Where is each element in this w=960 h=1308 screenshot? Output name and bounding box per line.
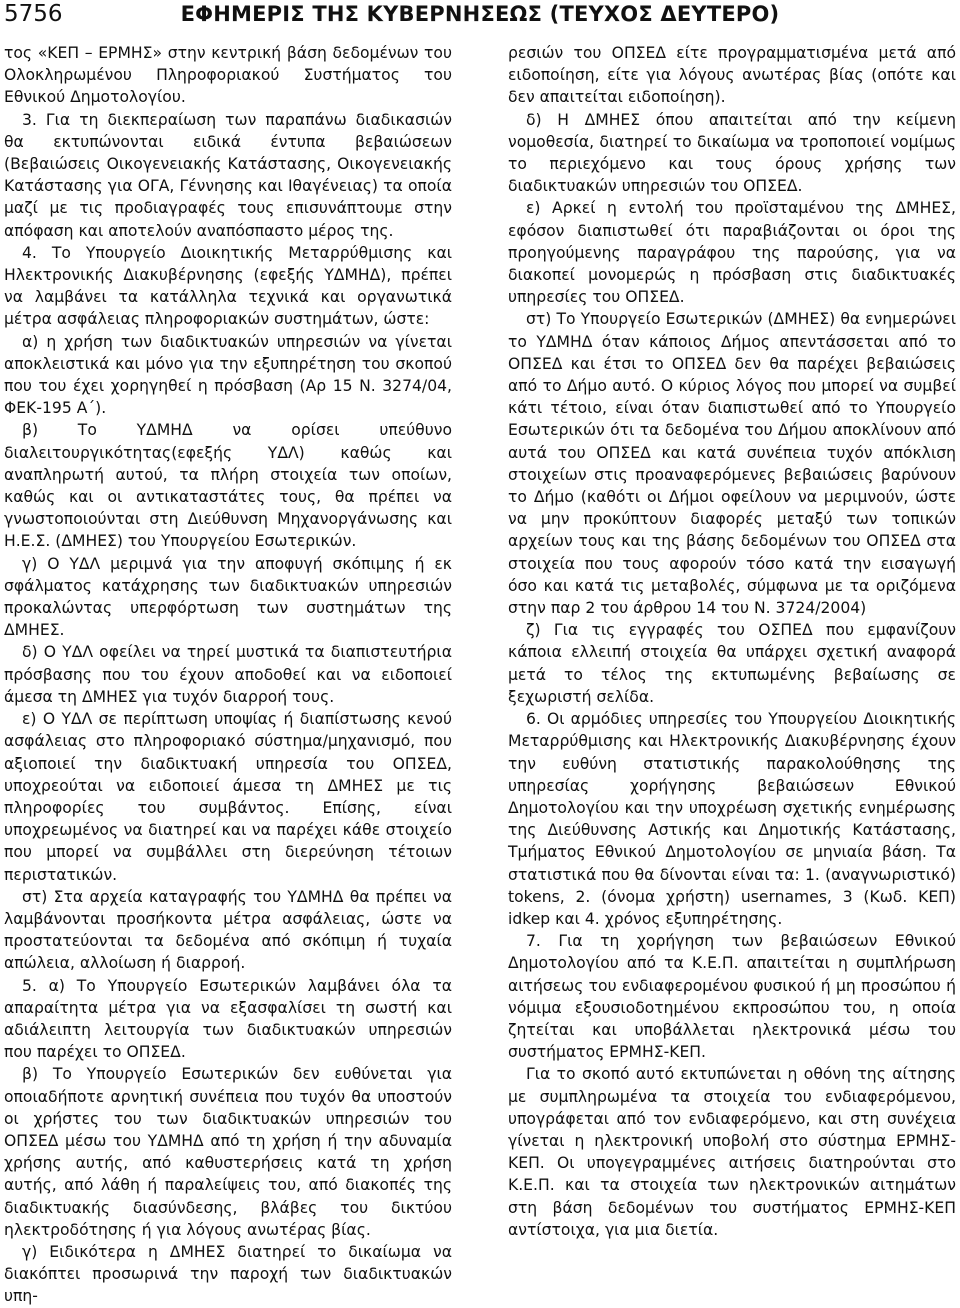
page-header	[0, 0, 960, 28]
paragraph: 7. Για τη χορήγηση των βεβαιώσεων Εθνικού Δημοτολογίου από τα Κ.Ε.Π. απαιτείται η συμπλήρωση αιτήσεως του ενδιαφερομένου φυσικού ή μη προσώπου ή νόμιμα εξουσιοδοτημένου εκπροσώπου του, η οποία ζητείται και υποβάλλεται ηλεκτρονικά μέσω του συστήματος ΕΡΜΗΣ-ΚΕΠ.	[508, 932, 956, 1062]
paragraph: τος «ΚΕΠ – ΕΡΜΗΣ» στην κεντρική βάση δεδομένων του Ολοκληρωμένου Πληροφοριακού Συστήματος του Εθνικού Δημοτολογίου.	[4, 44, 452, 107]
paragraph: ρεσιών του ΟΠΣΕΔ είτε προγραμματισμένα μετά από ειδοποίηση, είτε για λόγους ανωτέρας βίας (οπότε και δεν απαιτείται ειδοποίηση).	[508, 44, 956, 107]
paragraph: δ) Η ΔΜΗΕΣ όπου απαιτείται από την κείμενη νομοθεσία, διατηρεί το δικαίωμα να τροποποιεί νομίμως το περιεχόμενο και τους όρους χρήσης των διαδικτυακών υπηρεσιών του ΟΠΣΕΔ.	[508, 110, 956, 196]
paragraph: γ) Ο ΥΔΛ μεριμνά για την αποφυγή σκόπιμης ή εκ σφάλματος κατάχρησης των διαδικτυακών υπηρεσιών προκαλώντας υπερφόρτωση των συστημάτων της ΔΜΗΕΣ.	[4, 554, 452, 640]
paragraph: ε) Αρκεί η εντολή του προϊσταμένου της ΔΜΗΕΣ, εφόσον διαπιστωθεί ότι παραβιάζονται οι όροι της προηγούμενης παραγράφου της παρούσης, για να διακοπεί μονομερώς η πρόσβαση στις διαδικτυακές υπηρεσίες του ΟΠΣΕΔ.	[508, 199, 956, 307]
paragraph: ε) Ο ΥΔΛ σε περίπτωση υποψίας ή διαπίστωσης κενού ασφάλειας στο πληροφοριακό σύστημα/μηχανισμό, που αξιοποιεί την διαδικτυακή υπηρεσία του ΟΠΣΕΔ, υποχρεούται να ειδοποιεί άμεσα τη ΔΜΗΕΣ με τις πληροφορίες του συμβάντος. Επίσης, είναι υποχρεωμένος να διατηρεί και να παρέχει κάθε στοιχείο που μπορεί να συμβάλλει στη διερεύνηση τέτοιων περιστατικών.	[4, 710, 452, 884]
paragraph: δ) Ο ΥΔΛ οφείλει να τηρεί μυστικά τα διαπιστευτήρια πρόσβασης που του έχουν αποδοθεί και να ειδοποιεί άμεσα τη ΔΜΗΕΣ για τυχόν διαρροή τους.	[4, 643, 452, 706]
paragraph: ζ) Για τις εγγραφές του ΟΣΠΕΔ που εμφανίζουν κάποια ελλειπή στοιχεία θα υπάρχει σχετική αναφορά μετά το τέλος της εκτυπωμένης βεβαίωσης σε ξεχωριστή σελίδα.	[508, 621, 956, 706]
paragraph: γ) Ειδικότερα η ΔΜΗΕΣ διατηρεί το δικαίωμα να διακόπτει προσωρινά την παροχή των διαδικτυακών υπη-	[4, 1242, 452, 1306]
paragraph: στ) Το Υπουργείο Εσωτερικών (ΔΜΗΕΣ) θα ενημερώνει το ΥΔΜΗΔ όταν κάποιος Δήμος απεντάσσεται από το ΟΠΣΕΔ και έτσι το ΟΠΣΕΔ δεν θα παρέχει βεβαιώσεις από το Δήμο αυτό. Ο κύριος λόγος που μπορεί να συμβεί κάτι τέτοιο, είναι όταν διαπιστωθεί από το Υπουργείο Εσωτερικών ότι τα δεδομένα του Δήμου αποκλίνουν από αυτά του ΟΠΣΕΔ και κατά συνέπεια τυχόν απόκλιση στοιχείων στις προαναφερόμενες βεβαιώσεις βαρύνουν το Δήμο (καθότι οι Δήμοι οφείλουν να μεριμνούν, ώστε να μην προκύπτουν διαφορές μεταξύ των τοπικών αρχείων τους και της βάσης δεδομένων του ΟΠΣΕΔ στα στοιχεία που τους αφορούν τόσο κατά την εισαγωγή όσο και κατά τις μεταβολές, σύμφωνα με τα οριζόμενα στην παρ 2 του άρθρου 14 του Ν. 3724/2004)	[508, 310, 956, 618]
paragraph: β) Το Υπουργείο Εσωτερικών δεν ευθύνεται για οποιαδήποτε αρνητική συνέπεια που τυχόν θα υποστούν οι χρήστες του των διαδικτυακών υπηρεσιών του ΟΠΣΕΔ μέσω του ΥΔΜΗΔ από τη χρήση ή την αδυναμία χρήσης αυτής, από καθυστερήσεις κατά τη χρήση αυτής, από λάθη ή παραλείψεις του, από διακοπές της διαδικτυακής διασύνδεσης, βλάβες του δικτύου ηλεκτροδότησης ή για λόγους ανωτέρας βίας.	[4, 1065, 452, 1239]
paragraph: 6. Οι αρμόδιες υπηρεσίες του Υπουργείου Διοικητικής Μεταρρύθμισης και Ηλεκτρονικής Διακυβέρνησης έχουν την ευθύνη στατιστικής παρακολούθησης της υπηρεσίας χορήγησης βεβαιώσεων Εθνικού Δημοτολογίου και την υποχρέωση σχετικής ενημέρωσης της Διεύθυνσης Αστικής και Δημοτικής Κατάστασης, Τμήματος Εθνικού Δημοτολογίου σε μηνιαία βάση. Τα στατιστικά που θα δίνονται είναι τα: 1. (αναγνωριστικό) tokens, 2. (όνομα χρήστη) usernames, 3 (Κωδ. ΚΕΠ) idkep και 4. χρόνος εξυπηρέτησης.	[508, 710, 956, 928]
paragraph: α) η χρήση των διαδικτυακών υπηρεσιών να γίνεται αποκλειστικά και μόνο για την εξυπηρέτηση του σκοπού που του έχει χορηγηθεί η πρόσβαση (Αρ 15 Ν. 3274/04, ΦΕΚ-195 Α΄).	[4, 332, 452, 418]
right-column	[508, 42, 956, 1241]
paragraph: 5. α) Το Υπουργείο Εσωτερικών λαμβάνει όλα τα απαραίτητα μέτρα για να εξασφαλίσει τη σωστή και αδιάλειπτη λειτουργία των διαδικτυακών υπηρεσιών που παρέχει το ΟΠΣΕΔ.	[4, 976, 452, 1062]
paragraph: β) Το ΥΔΜΗΔ να ορίσει υπεύθυνο διαλειτουργικότητας(εφεξής ΥΔΛ) καθώς και αναπληρωτή αυτού, τα πλήρη στοιχεία των οποίων, καθώς και οι αντικαταστάτες τους, θα πρέπει να γνωστοποιούνται στη Διεύθυνση Μηχανοργάνωσης και Η.Ε.Σ. (ΔΜΗΕΣ) του Υπουργείου Εσωτερικών.	[4, 421, 452, 551]
left-column	[4, 42, 452, 1308]
paragraph: Για το σκοπό αυτό εκτυπώνεται η οθόνη της αίτησης με συμπληρωμένα τα στοιχεία του ενδιαφερόμενου, υπογράφεται από τον ενδιαφερόμενο, και στη συνέχεια γίνεται η ηλεκτρονική υποβολή στο σύστημα ΕΡΜΗΣ-ΚΕΠ. Οι υπογεγραμμένες αιτήσεις διατηρούνται στο Κ.Ε.Π. και τα στοιχεία των ηλεκτρονικών αιτημάτων στη βάση δεδομένων του συστήματος ΕΡΜΗΣ-ΚΕΠ αντίστοιχα, για μια διετία.	[508, 1065, 956, 1239]
page-number: 5756	[4, 1, 63, 27]
paragraph: στ) Στα αρχεία καταγραφής του ΥΔΜΗΔ θα πρέπει να λαμβάνονται προσήκοντα μέτρα ασφάλειας, ώστε να προστατεύονται τα δεδομένα από σκόπιμη ή τυχαία απώλεια, αλλοίωση ή διαρροή.	[4, 887, 452, 973]
gazette-title: ΕΦΗΜΕΡΙΣ ΤΗΣ ΚΥΒΕΡΝΗΣΕΩΣ (ΤΕΥΧΟΣ ΔΕΥΤΕΡΟ)	[180, 2, 780, 26]
paragraph: 3. Για τη διεκπεραίωση των παραπάνω διαδικασιών θα εκτυπώνονται ειδικά έντυπα βεβαιώσεων (Βεβαιώσεις Οικογενειακής Κατάστασης, Οικογενειακής Κατάστασης για ΟΓΑ, Γέννησης και Ιθαγένειας) τα οποία μαζί με τις προδιαγραφές τους επισυνάπτουμε στην απόφαση και αποτελούν αναπόσπαστο μέρος της.	[4, 110, 452, 240]
paragraph: 4. Το Υπουργείο Διοικητικής Μεταρρύθμισης και Ηλεκτρονικής Διακυβέρνησης (εφεξής ΥΔΜΗΔ), πρέπει να λαμβάνει τα κατάλληλα τεχνικά και οργανωτικά μέτρα ασφάλειας πληροφοριακών συστημάτων, ώστε:	[4, 243, 452, 329]
